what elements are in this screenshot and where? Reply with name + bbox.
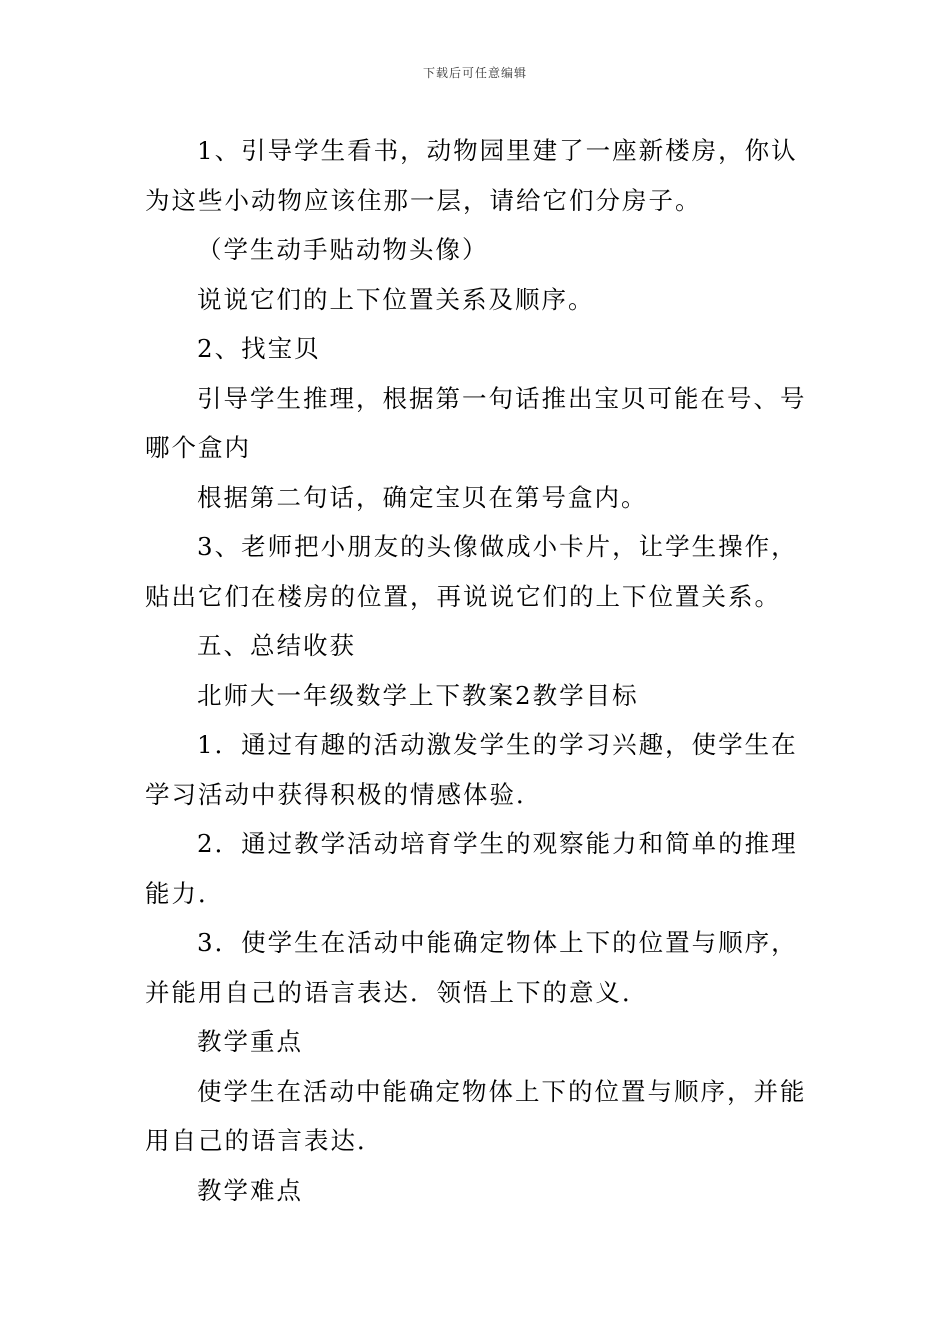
paragraph-step-3: 3、老师把小朋友的头像做成小卡片，让学生操作，贴出它们在楼房的位置，再说说它们的上下位置关系。 [145,532,798,611]
heading-difficulty: 教学难点 [197,1175,303,1205]
heading-key-point: 教学重点 [197,1027,303,1056]
objective-1: 1．通过有趣的活动激发学生的学习兴趣，使学生在学习活动中获得积极的情感体验． [145,730,798,809]
objective-2: 2．通过教学活动培育学生的观察能力和简单的推理能力． [145,829,798,908]
page-header: 下载后可任意编辑 [422,66,527,80]
paragraph-step-1: 1、引导学生看书，动物园里建了一座新楼房，你认为这些小动物应该住那一层，请给它们分房子。 [145,136,798,215]
paragraph-step-2: 2、找宝贝 [197,334,321,363]
paragraph-reasoning: 引导学生推理，根据第一句话推出宝贝可能在号、号哪个盒内 [145,383,807,462]
paragraph-second-clue: 根据第二句话，确定宝贝在第号盒内。 [197,482,648,512]
key-point-text: 使学生在活动中能确定物体上下的位置与顺序，并能用自己的语言表达． [145,1076,807,1155]
section-heading-summary: 五、总结收获 [197,631,356,660]
paragraph-position-relation: 说说它们的上下位置关系及顺序。 [197,284,595,314]
lesson-title: 北师大一年级数学上下教案2教学目标 [197,680,639,710]
objective-3: 3．使学生在活动中能确定物体上下的位置与顺序，并能用自己的语言表达．领悟上下的意义． [145,928,798,1007]
document-body [145,126,807,1215]
paragraph-note: （学生动手贴动物头像） [197,235,489,264]
